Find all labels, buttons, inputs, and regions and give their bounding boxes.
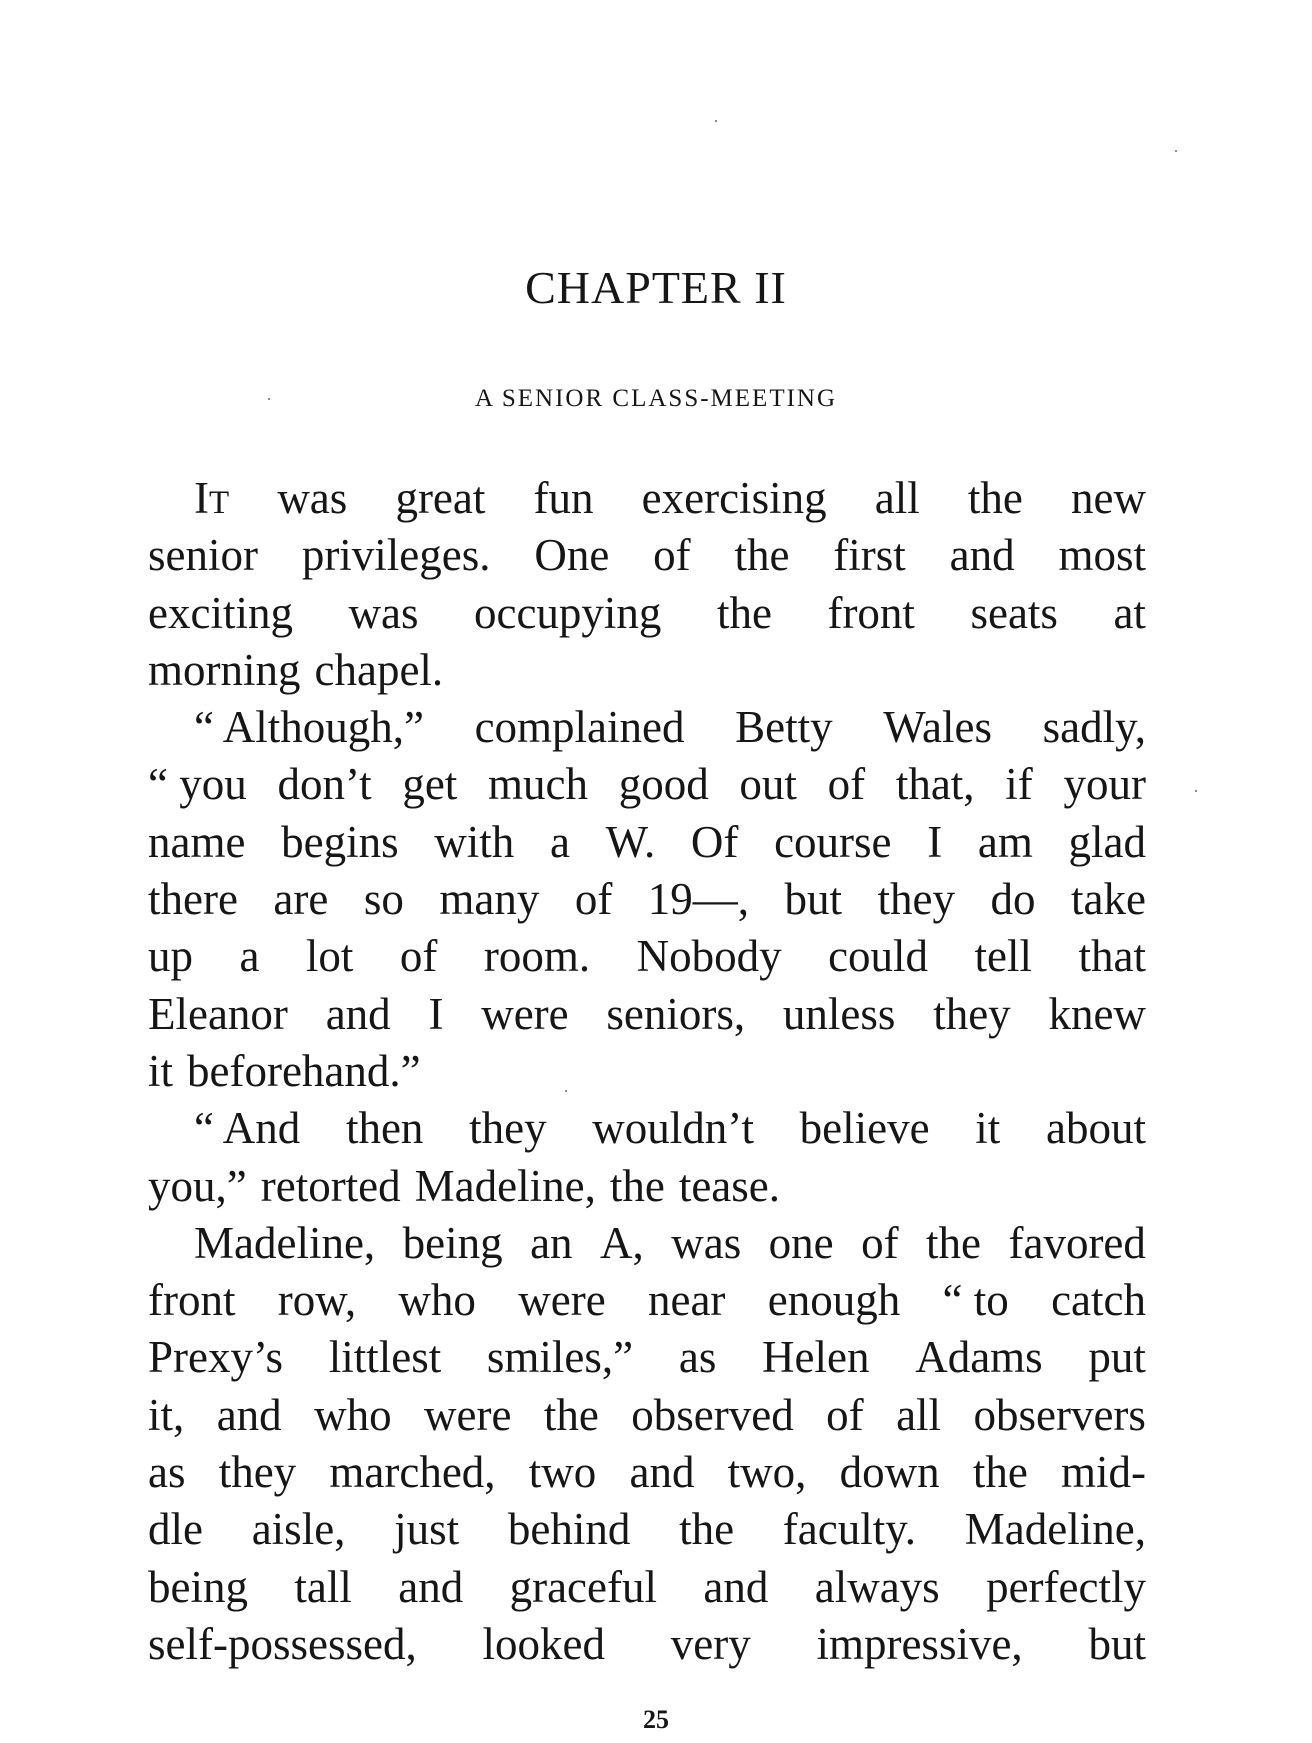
word: the (734, 530, 790, 581)
scan-speck (565, 1090, 567, 1092)
word: being (402, 1217, 503, 1268)
word: I (428, 988, 444, 1039)
text-line (148, 1501, 1146, 1558)
word: One (534, 530, 610, 581)
text-line (148, 1272, 1146, 1329)
word: “ you (148, 759, 247, 810)
word: name (148, 816, 246, 867)
word: they (933, 988, 1011, 1039)
word: tell (974, 931, 1032, 982)
word: don’t (277, 759, 372, 810)
chapter-title: CHAPTER II (525, 262, 787, 313)
word: an (530, 1217, 573, 1268)
word: then (345, 1103, 424, 1154)
word: it (148, 1045, 174, 1096)
word: fun (533, 473, 594, 523)
text-line (148, 1329, 1146, 1386)
word: two, (727, 1447, 807, 1498)
word: they (469, 1103, 547, 1154)
word: perfectly (986, 1561, 1146, 1612)
scan-speck (1195, 790, 1197, 792)
word: knew (1048, 988, 1146, 1039)
word: seniors, (606, 988, 746, 1039)
word: could (828, 931, 929, 982)
word: much (488, 759, 588, 810)
text-line (148, 814, 1146, 871)
page-number: 25 (643, 1705, 669, 1734)
word: row, (277, 1275, 357, 1326)
word: front (148, 1275, 236, 1326)
word: the (967, 473, 1023, 523)
word: get (402, 759, 458, 810)
word: up (148, 931, 193, 982)
word: was (348, 587, 419, 638)
text-line (148, 756, 1146, 813)
text-line (148, 527, 1146, 584)
word: W. (605, 816, 656, 867)
word: observers (973, 1389, 1146, 1440)
word: of (653, 530, 691, 581)
text-line (148, 642, 1146, 699)
word: that, (895, 759, 975, 810)
word: just (394, 1504, 460, 1555)
word: tall (294, 1561, 352, 1612)
word: marched, (329, 1447, 496, 1498)
word: looked (482, 1618, 605, 1669)
word: put (1088, 1332, 1146, 1383)
word: dle (148, 1504, 203, 1555)
word: tease. (678, 1160, 781, 1211)
word: take (1070, 874, 1146, 925)
word: “ Although,” (194, 702, 424, 753)
word: chapel. (314, 644, 444, 695)
scan-speck (715, 120, 717, 122)
word: Adams (915, 1332, 1043, 1383)
word: most (1058, 530, 1146, 581)
word: out (739, 759, 797, 810)
word: “ And (194, 1103, 301, 1154)
word: was (671, 1217, 742, 1268)
word: all (896, 1389, 942, 1440)
word: of (574, 874, 613, 925)
word: was (277, 473, 348, 523)
word: graceful (509, 1561, 657, 1612)
word: they (218, 1447, 297, 1498)
word: beforehand.” (187, 1045, 421, 1096)
word: so (363, 874, 404, 925)
text-line (148, 1444, 1146, 1501)
word: favored (1008, 1217, 1146, 1268)
word: sadly, (1042, 702, 1146, 753)
word: Wales (883, 702, 993, 753)
word: and (949, 530, 1015, 581)
word: unless (782, 988, 896, 1039)
word: at (1113, 587, 1146, 638)
text-line (148, 1215, 1146, 1272)
word: catch (1051, 1275, 1146, 1326)
word: front (827, 587, 915, 638)
word: “ to (942, 1275, 1009, 1326)
word: senior (148, 530, 258, 581)
word: if (1005, 759, 1033, 810)
word: and (629, 1447, 695, 1498)
word: the (679, 1504, 735, 1555)
text-line (148, 986, 1146, 1043)
body-text (148, 470, 1146, 1673)
word: the (543, 1389, 599, 1440)
word: great (395, 473, 486, 523)
word: faculty. (782, 1504, 917, 1555)
word: all (874, 473, 920, 523)
word: who (314, 1389, 392, 1440)
word: of (399, 931, 438, 982)
word: wouldn’t (592, 1103, 754, 1154)
word: Eleanor (148, 988, 288, 1039)
word: and (398, 1561, 464, 1612)
word: begins (281, 816, 399, 867)
word: good (618, 759, 709, 810)
word: always (814, 1561, 940, 1612)
scan-speck (1175, 150, 1177, 152)
word: self-possessed, (148, 1618, 417, 1669)
word: glad (1068, 816, 1146, 867)
word: morning (148, 644, 301, 695)
word: first (833, 530, 906, 581)
word: impressive, (816, 1618, 1023, 1669)
word: do (990, 874, 1036, 925)
word: privileges. (301, 530, 491, 581)
word: I (927, 816, 943, 867)
word: it, (148, 1389, 185, 1440)
text-line (148, 1559, 1146, 1616)
word: of (861, 1217, 899, 1268)
word: new (1070, 473, 1146, 523)
text-line (148, 470, 1146, 527)
word: observed (631, 1389, 794, 1440)
text-line (148, 1043, 1146, 1100)
word: mid- (1061, 1447, 1146, 1498)
word: course (774, 816, 892, 867)
word: aisle, (251, 1504, 346, 1555)
word: as (148, 1447, 186, 1498)
word: the (972, 1447, 1028, 1498)
text-line (148, 1616, 1146, 1673)
word: a (549, 816, 570, 867)
word: Betty (735, 702, 833, 753)
word: were (518, 1275, 606, 1326)
word: IT (194, 473, 230, 523)
word: occupying (473, 587, 662, 638)
text-line (148, 1387, 1146, 1444)
word: exciting (148, 587, 293, 638)
word: as (678, 1332, 717, 1383)
text-line (148, 1158, 1146, 1215)
word: being (148, 1561, 248, 1612)
word: Madeline, (964, 1504, 1146, 1555)
chapter-subtitle: A SENIOR CLASS-MEETING (474, 385, 838, 412)
word: exercising (641, 473, 827, 523)
word: of (827, 759, 866, 810)
word: with (434, 816, 515, 867)
word: very (670, 1618, 751, 1669)
word: your (1063, 759, 1146, 810)
word: a (239, 931, 260, 982)
word: and (703, 1561, 769, 1612)
word: Nobody (636, 931, 782, 982)
word: the (609, 1160, 665, 1211)
word: about (1045, 1103, 1146, 1154)
word: seats (970, 587, 1058, 638)
word: they (877, 874, 956, 925)
word: but (784, 874, 843, 925)
word: lot (305, 931, 354, 982)
word: you,” (148, 1160, 247, 1211)
word: but (1088, 1618, 1146, 1669)
word: near (647, 1275, 726, 1326)
word: Helen (762, 1332, 870, 1383)
word: down (839, 1447, 940, 1498)
word: and (216, 1389, 282, 1440)
word: enough (767, 1275, 901, 1326)
word: one (768, 1217, 834, 1268)
word: the (926, 1217, 982, 1268)
word: littlest (328, 1332, 442, 1383)
text-line (148, 928, 1146, 985)
word: it (975, 1103, 1001, 1154)
text-line (148, 871, 1146, 928)
scan-speck (268, 398, 270, 400)
word: of (826, 1389, 864, 1440)
word: complained (474, 702, 685, 753)
word: were (424, 1389, 512, 1440)
word: are (273, 874, 329, 925)
word: Madeline, (414, 1160, 596, 1211)
word: were (481, 988, 569, 1039)
word: there (148, 874, 238, 925)
word: 19—, (647, 874, 750, 925)
word: the (716, 587, 772, 638)
word: Of (690, 816, 739, 867)
word: that (1078, 931, 1146, 982)
word: many (439, 874, 540, 925)
word: retorted (260, 1160, 401, 1211)
text-line (148, 585, 1146, 642)
word: smiles,” (486, 1332, 634, 1383)
word: room. (483, 931, 591, 982)
word: who (398, 1275, 476, 1326)
word: A, (600, 1217, 644, 1268)
text-line (148, 699, 1146, 756)
word: am (977, 816, 1033, 867)
word: behind (507, 1504, 631, 1555)
text-line (148, 1100, 1146, 1157)
word: two (528, 1447, 597, 1498)
word: Madeline, (194, 1217, 376, 1268)
word: believe (799, 1103, 930, 1154)
word: Prexy’s (148, 1332, 283, 1383)
word: and (325, 988, 391, 1039)
